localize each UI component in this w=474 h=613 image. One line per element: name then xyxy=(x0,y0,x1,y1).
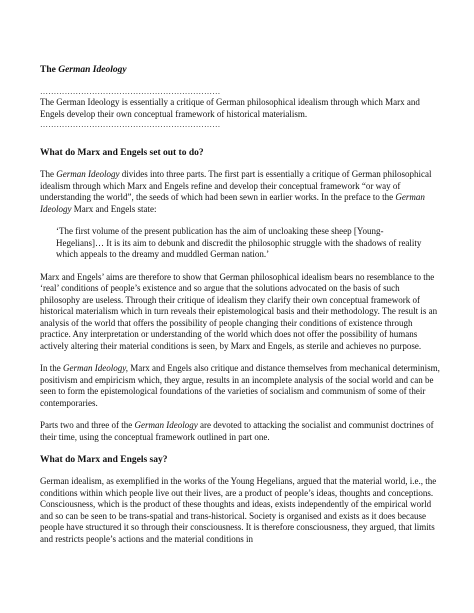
document-title xyxy=(40,64,440,76)
p3-italic: German Ideology, xyxy=(63,363,128,373)
p3-text-a: In the xyxy=(40,363,63,373)
paragraph-5: German idealism, as exemplified in the works of the Young Hegelians, argued that the material world, i.e., the conditions within which people live out their lives, are a product of people’s ideas, thoughts and conceptions. Consciousness, which is the product of these thoughts and ideas, exists independently of the empirical world and so can be seen to be trans-spatial and trans-historical. Society is organised and exists as it does because people have structured it so through their consciousness. It is therefore consciousness, they argued, that limits and restricts people’s actions and the material conditions in xyxy=(40,476,437,544)
paragraph-2: Marx and Engels’ aims are therefore to show that German philosophical idealism bears no resemblance to the ‘real’ conditions of people’s existence and so argue that the solutions advocated on the basis of such philosophy are useless. Through their critique of idealism they clarify their own conceptual framework of historical materialism which in turn reveals their epistemological basis and their methodology. The result is an analysis of the world that offers the possibility of people changing their conditions of existence through practice. Any interpretation or understanding of the world which does not offer the possibility of humans actively altering their material conditions is seen, by Marx and Engels, as sterile and achieves no purpose. xyxy=(40,271,438,351)
p1-italic: German Ideology xyxy=(56,169,120,179)
paragraph-3 xyxy=(40,363,440,409)
paragraph-4 xyxy=(40,420,440,443)
dotted-separator-bottom: ………………………………………………………… xyxy=(40,121,221,129)
p4-text-b: are devoted to attacking the socialist and communist doctrines of their time, using the conceptual framework outlined in part one. xyxy=(40,420,434,442)
block-quote: ‘The first volume of the present publication has the aim of uncloaking these sheep [Young-Hegelians]… It is its aim to debunk and discredit the philosophic struggle with the shadows of reality which appeals to the dreamy and muddled German nation.’ xyxy=(56,226,422,259)
dotted-separator-top: ………………………………………………………… xyxy=(40,88,221,96)
section-heading-argument: What do Marx and Engels say? xyxy=(40,455,168,465)
p3-text-b: Marx and Engels also critique and distance themselves from mechanical determinism, positivism and empiricism which, they argue, results in an incomplete analysis of the social world and can be seen to form the epistemological foundations of the varieties of socialism and communism of some of their contemporaries. xyxy=(40,363,440,408)
p1-italic-2: German Ideology xyxy=(40,192,425,214)
p4-italic: German Ideology xyxy=(134,420,198,430)
title-italic: German Ideology xyxy=(58,65,127,75)
p1-text-b: divides into three parts. The first part is essentially a critique of German philosophical idealism through which Marx and Engels refine and develop their conceptual framework “or way of understanding the world”, the seeds of which had been sewn in earlier works. In the preface to the xyxy=(40,169,432,202)
p4-text-a: Parts two and three of the xyxy=(40,420,135,430)
paragraph-1 xyxy=(40,169,440,215)
title-prefix: The xyxy=(40,65,59,75)
intro-paragraph: The German Ideology is essentially a critique of German philosophical idealism through which Marx and Engels develop their own conceptual framework of historical materialism. xyxy=(40,97,420,119)
document-page xyxy=(40,64,440,556)
section-heading-aims: What do Marx and Engels set out to do? xyxy=(40,148,204,158)
p1-text-a: The xyxy=(40,169,57,179)
p1-text-c: Marx and Engels state: xyxy=(71,203,157,214)
